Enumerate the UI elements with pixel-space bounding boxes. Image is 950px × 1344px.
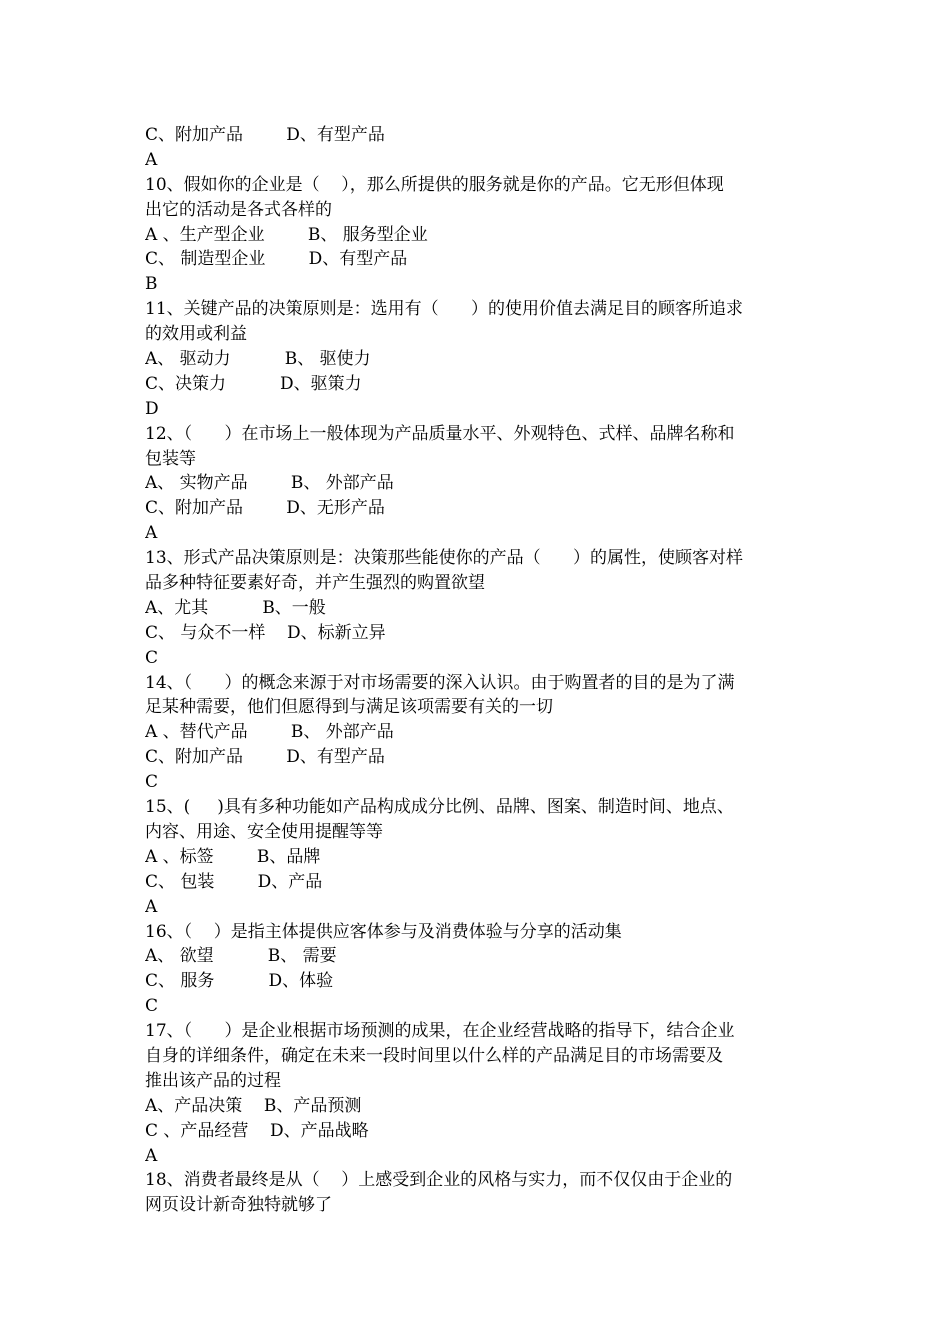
document-line: 推出该产品的过程 bbox=[145, 1070, 281, 1091]
document-line: C bbox=[145, 772, 159, 793]
document-line: A、尤其 B、一般 bbox=[145, 597, 326, 618]
document-line: 17、（ ）是企业根据市场预测的成果，在企业经营战略的指导下，结合企业 bbox=[145, 1021, 735, 1042]
document-line: C、 包装 D、产品 bbox=[145, 871, 323, 892]
document-line: C、决策力 D、驱策力 bbox=[145, 373, 362, 394]
document-line: 网页设计新奇独特就够了 bbox=[145, 1195, 332, 1216]
document-line: 11、关键产品的决策原则是：选用有（ ）的使用价值去满足目的顾客所追求 bbox=[145, 299, 744, 320]
document-line: C、附加产品 D、无形产品 bbox=[145, 498, 385, 519]
document-line: A、 实物产品 B、 外部产品 bbox=[145, 473, 394, 494]
document-line: 足某种需要，他们但愿得到与满足该项需要有关的一切 bbox=[145, 697, 553, 718]
document-line: A、产品决策 B、产品预测 bbox=[145, 1095, 362, 1116]
document-line: 的效用或利益 bbox=[145, 324, 247, 345]
document-line: 16、（ ）是指主体提供应客体参与及消费体验与分享的活动集 bbox=[145, 921, 622, 942]
document-line: A bbox=[145, 149, 158, 170]
document-line: A 、生产型企业 B、 服务型企业 bbox=[145, 224, 428, 245]
document-line: A bbox=[145, 1145, 158, 1166]
document-line: C、附加产品 D、有型产品 bbox=[145, 125, 385, 145]
document-line: C 、产品经营 D、产品战略 bbox=[145, 1120, 369, 1141]
document-line: 18、消费者最终是从（ ）上感受到企业的风格与实力，而不仅仅由于企业的 bbox=[145, 1170, 733, 1191]
document-line: 14、（ ）的概念来源于对市场需要的深入认识。由于购置者的目的是为了满 bbox=[145, 672, 735, 693]
document-line: 自身的详细条件，确定在未来一段时间里以什么样的产品满足目的市场需要及 bbox=[145, 1045, 723, 1066]
document-line: C bbox=[145, 996, 159, 1017]
document-line: A、 欲望 B、 需要 bbox=[145, 946, 337, 967]
document-body bbox=[145, 123, 810, 1218]
document-line: A 、标签 B、品牌 bbox=[145, 846, 321, 867]
document-line: 10、假如你的企业是（ ），那么所提供的服务就是你的产品。它无形但体现 bbox=[145, 174, 724, 195]
document-line: 品多种特征要素好奇，并产生强烈的购置欲望 bbox=[145, 573, 485, 594]
document-line: C、 制造型企业 D、有型产品 bbox=[145, 249, 408, 270]
document-line: 内容、用途、安全使用提醒等等 bbox=[145, 821, 383, 842]
document-line: 15、( )具有多种功能如产品构成成分比例、品牌、图案、制造时间、地点、 bbox=[145, 797, 734, 818]
document-line: 12、（ ）在市场上一般体现为产品质量水平、外观特色、式样、品牌名称和 bbox=[145, 423, 735, 444]
document-line: 包装等 bbox=[145, 448, 196, 469]
document-line: A bbox=[145, 896, 158, 917]
document-line: A bbox=[145, 523, 158, 544]
document-line: C、 服务 D、体验 bbox=[145, 971, 334, 992]
document-line: B bbox=[145, 274, 158, 295]
document-line: C、附加产品 D、有型产品 bbox=[145, 747, 385, 768]
document-line: 13、形式产品决策原则是：决策那些能使你的产品（ ）的属性，使顾客对样 bbox=[145, 548, 744, 569]
document-line: A 、替代产品 B、 外部产品 bbox=[145, 722, 394, 743]
document-line: C、 与众不一样 D、标新立异 bbox=[145, 622, 386, 643]
document-line: C bbox=[145, 647, 159, 668]
document-line: 出它的活动是各式各样的 bbox=[145, 199, 332, 220]
document-line: A、 驱动力 B、 驱使力 bbox=[145, 349, 371, 370]
document-line: D bbox=[145, 398, 159, 419]
